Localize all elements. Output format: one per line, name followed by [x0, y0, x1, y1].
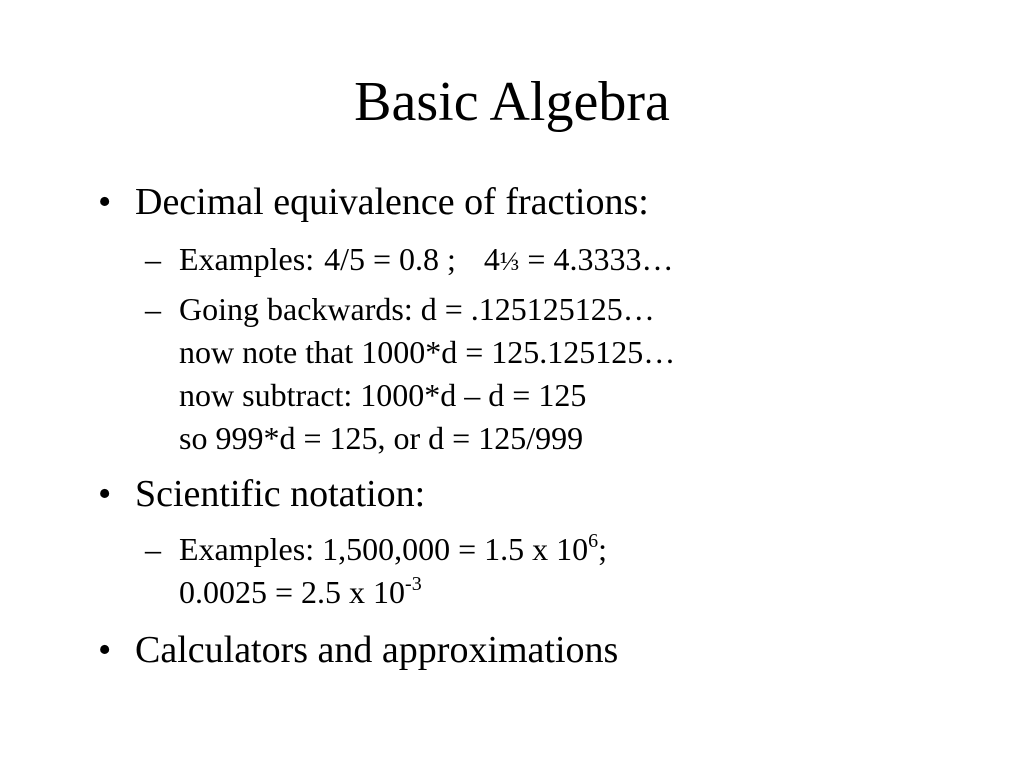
sub-bullet-text [179, 238, 673, 283]
sub-bullet-text [179, 528, 607, 614]
notation-base: 0.0025 = 2.5 x 10 [179, 574, 406, 610]
derivation-line: now subtract: 1000*d – d = 125 [179, 377, 587, 413]
sub-bullet-marker: – [145, 291, 161, 327]
bullet-marker: • [98, 629, 112, 671]
notation-base: Examples: 1,500,000 = 1.5 x 10 [179, 531, 589, 567]
slide-title: Basic Algebra [354, 71, 670, 133]
derivation-line: so 999*d = 125, or d = 125/999 [179, 420, 584, 456]
bullet-text: Scientific notation: [135, 473, 426, 515]
example-fraction-2-rest: = 4.3333… [519, 241, 674, 277]
sub-bullet-marker: – [145, 241, 161, 277]
examples-label: Examples: [179, 241, 315, 277]
bullet-text: Decimal equivalence of fractions: [135, 181, 649, 223]
bullet-marker: • [98, 473, 112, 515]
bullet-text: Calculators and approximations [135, 629, 619, 671]
sub-bullet-marker: – [145, 531, 161, 567]
notation-exponent: 6 [588, 530, 599, 552]
notation-line [179, 571, 607, 614]
example-fraction-2-whole: 4 [483, 241, 500, 277]
example-fraction-1: 4/5 = 0.8 ; [324, 241, 456, 277]
sub-bullet-text [179, 288, 675, 460]
notation-exponent: -3 [405, 573, 422, 595]
derivation-line: Going backwards: d = .125125125… [179, 291, 655, 327]
example-fraction-2-frac: ⅓ [499, 247, 520, 276]
notation-suffix: ; [598, 531, 608, 567]
derivation-line: now note that 1000*d = 125.125125… [179, 334, 676, 370]
bullet-marker: • [98, 181, 112, 223]
notation-line [179, 528, 607, 571]
